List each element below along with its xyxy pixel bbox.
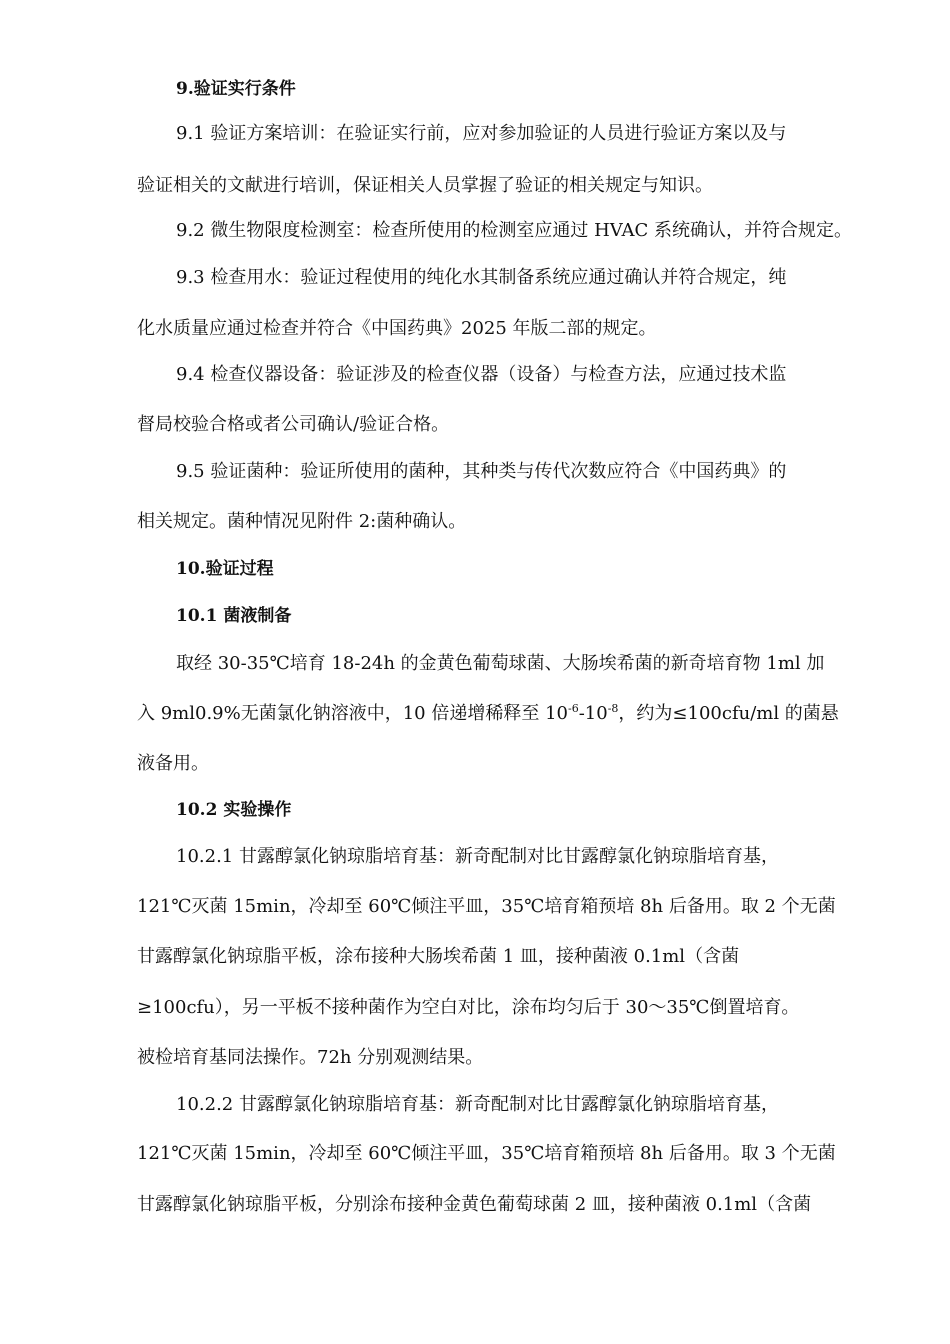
exponent-1: -6 [567,702,579,715]
paragraph-10-2-1-line-4: ≥100cfu），另一平板不接种菌作为空白对比，涂布均匀后于 30～35℃倒置培育。 [137,997,800,1018]
paragraph-9-1-line-1: 9.1 验证方案培训：在验证实行前，应对参加验证的人员进行验证方案以及与 [176,123,787,144]
section-10-heading: 10.验证过程 [176,559,274,579]
paragraph-10-1-line-2 [137,702,839,726]
dilution-text-mid: -10 [578,703,608,724]
paragraph-10-2-2-line-1: 10.2.2 甘露醇氯化钠琼脂培育基：新奇配制对比甘露醇氯化钠琼脂培育基， [176,1094,779,1115]
paragraph-10-2-1-line-3: 甘露醇氯化钠琼脂平板，涂布接种大肠埃希菌 1 皿，接种菌液 0.1ml（含菌 [137,946,740,967]
section-10-2-heading: 10.2 实验操作 [176,800,292,820]
paragraph-9-5-line-1: 9.5 验证菌种：验证所使用的菌种，其种类与传代次数应符合《中国药典》的 [176,461,787,482]
paragraph-10-2-1-line-5: 被检培育基同法操作。72h 分别观测结果。 [137,1047,484,1068]
paragraph-9-4-line-2: 督局校验合格或者公司确认/验证合格。 [137,414,450,435]
paragraph-9-1-line-2: 验证相关的文献进行培训，保证相关人员掌握了验证的相关规定与知识。 [137,175,713,196]
dilution-text-start: 入 9ml0.9%无菌氯化钠溶液中，10 倍递增稀释至 10 [137,703,568,724]
paragraph-10-2-2-line-2: 121℃灭菌 15min，冷却至 60℃倾注平皿，35℃培育箱预培 8h 后备用。取 3 个无菌 [137,1143,836,1164]
paragraph-10-2-2-line-3: 甘露醇氯化钠琼脂平板，分别涂布接种金黄色葡萄球菌 2 皿，接种菌液 0.1ml（含菌 [137,1194,812,1215]
paragraph-9-3-line-1: 9.3 检查用水：验证过程使用的纯化水其制备系统应通过确认并符合规定，纯 [176,267,787,288]
section-10-1-heading: 10.1 菌液制备 [176,606,292,626]
paragraph-9-4-line-1: 9.4 检查仪器设备：验证涉及的检查仪器（设备）与检查方法，应通过技术监 [176,364,787,385]
dilution-text-end: ，约为≤100cfu/ml 的菌悬 [618,703,839,724]
paragraph-9-5-line-2: 相关规定。菌种情况见附件 2:菌种确认。 [137,511,467,532]
paragraph-9-2: 9.2 微生物限度检测室：检查所使用的检测室应通过 HVAC 系统确认，并符合规定。 [176,220,853,241]
paragraph-10-2-1-line-1: 10.2.1 甘露醇氯化钠琼脂培育基：新奇配制对比甘露醇氯化钠琼脂培育基， [176,846,779,867]
paragraph-10-1-line-1: 取经 30-35℃培育 18-24h 的金黄色葡萄球菌、大肠埃希菌的新奇培育物 1ml 加 [176,653,825,674]
section-9-heading: 9.验证实行条件 [176,79,296,99]
exponent-2: -8 [607,702,619,715]
paragraph-10-2-1-line-2: 121℃灭菌 15min，冷却至 60℃倾注平皿，35℃培育箱预培 8h 后备用。取 2 个无菌 [137,896,836,917]
paragraph-9-3-line-2: 化水质量应通过检查并符合《中国药典》2025 年版二部的规定。 [137,318,657,339]
paragraph-10-1-line-3: 液备用。 [137,753,209,774]
